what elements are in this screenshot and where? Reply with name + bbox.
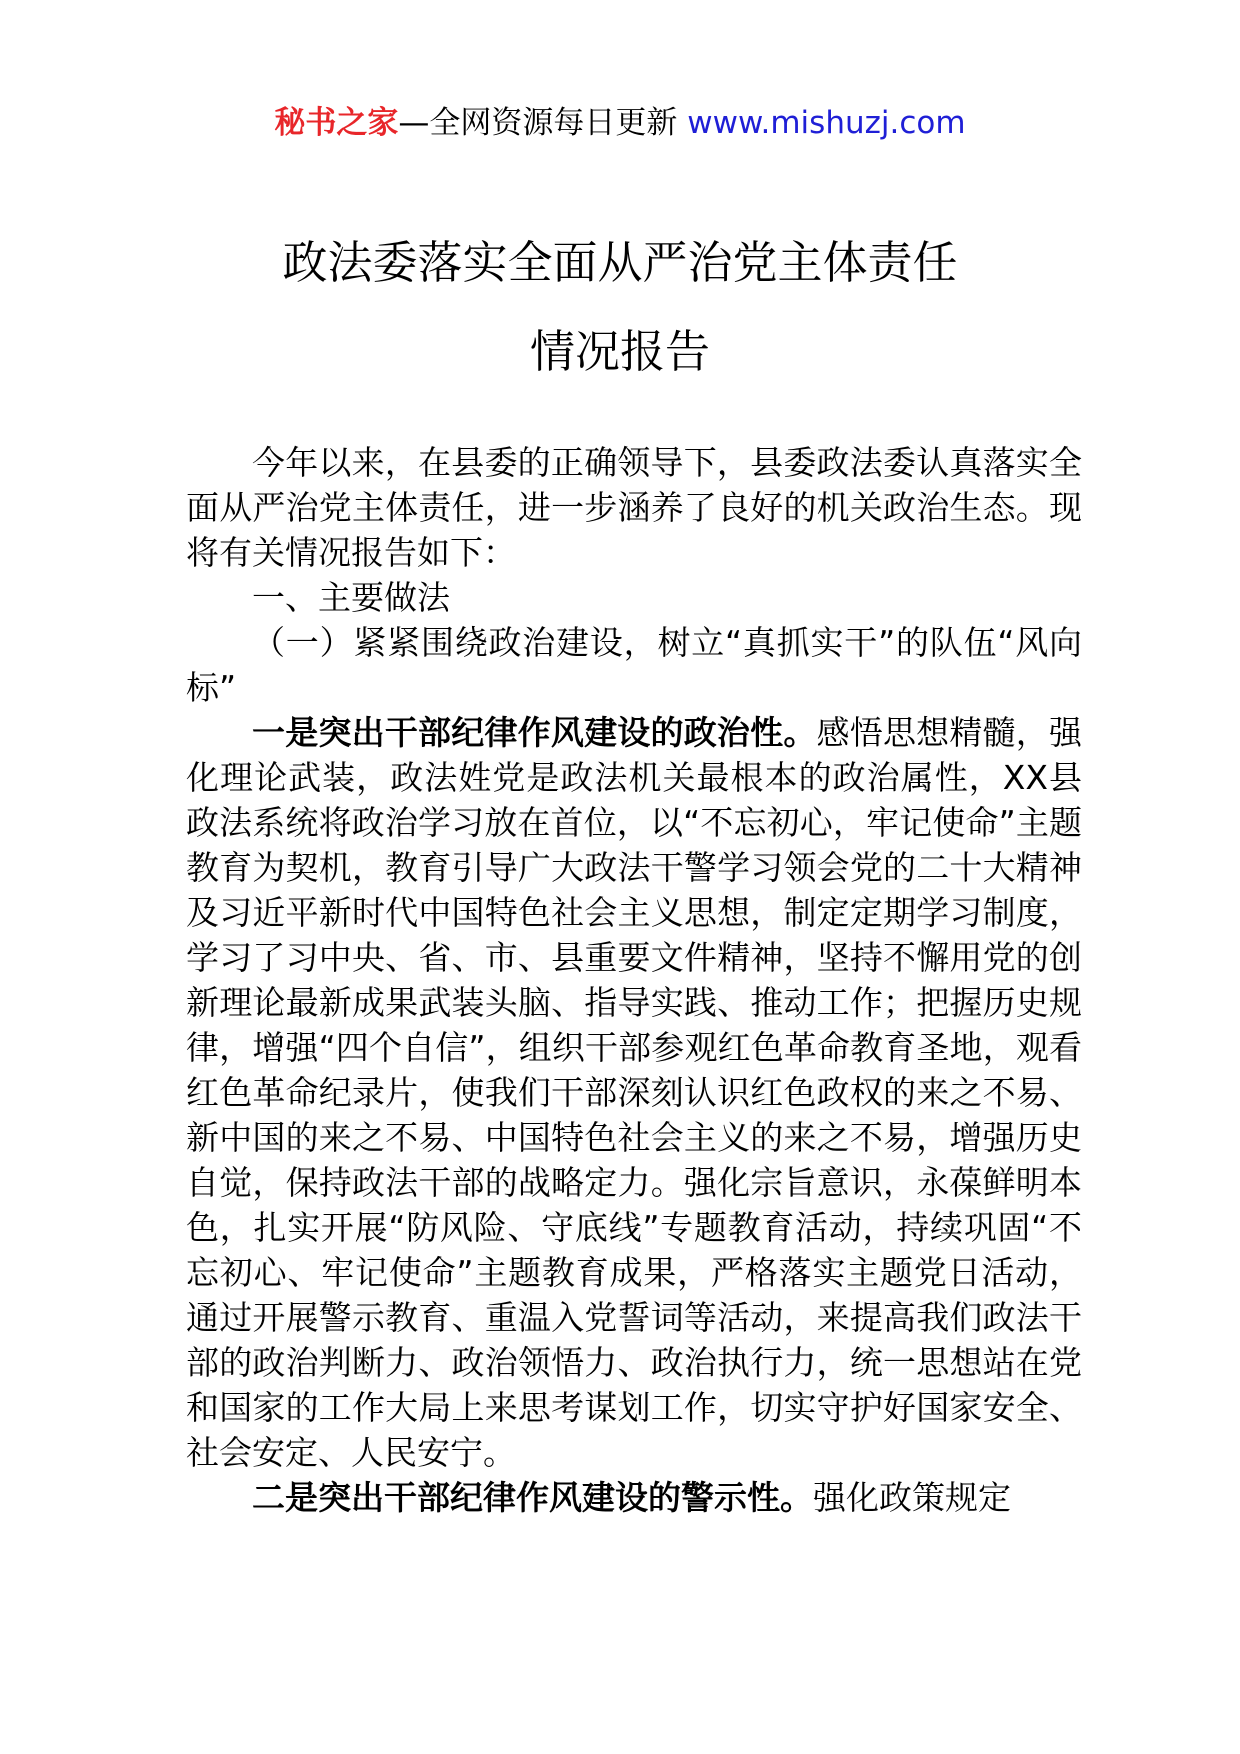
site-brand: 秘书之家 (274, 105, 399, 141)
intro-paragraph: 今年以来，在县委的正确领导下，县委政法委认真落实全面从严治党主体责任，进一步涵养了良好的机关政治生态。现将有关情况报告如下： (186, 443, 1082, 572)
subsection-heading: （一）紧紧围绕政治建设，树立“真抓实干”的队伍“风向标” (186, 623, 1082, 707)
paragraph-lead-2: 二是突出干部纪律作风建设的警示性。 (252, 1478, 813, 1517)
document-title-line-2: 情况报告 (529, 325, 710, 378)
section-heading: 一、主要做法 (252, 578, 450, 617)
document-body (186, 440, 1082, 1520)
paragraph-lead-1: 一是突出干部纪律作风建设的政治性。 (252, 713, 817, 752)
document-title-line-1: 政法委落实全面从严治党主体责任 (282, 236, 958, 289)
paragraph-text-1: 感悟思想精髓，强化理论武装，政法姓党是政法机关最根本的政治属性，XX县政法系统将政治学习放在首位，以“不忘初心，牢记使命”主题教育为契机，教育引导广大政法干警学习领会党的二十大精神及习近平新时代中国特色社会主义思想，制定定期学习制度，学习了习中央、省、市、县重要文件精神，坚持不懈用党的创新理论最新成果武装头脑、指导实践、推动工作；把握历史规律，增强“四个自信”，组织干部参观红色革命教育圣地，观看红色革命纪录片，使我们干部深刻认识红色政权的来之不易、新中国的来之不易、中国特色社会主义的来之不易，增强历史自觉，保持政法干部的战略定力。强化宗旨意识，永葆鲜明本色，扎实开展“防风险、守底线”专题教育活动，持续巩固“不忘初心、牢记使命”主题教育成果，严格落实主题党日活动，通过开展警示教育、重温入党誓词等活动，来提高我们政法干部的政治判断力、政治领悟力、政治执行力，统一思想站在党和国家的工作大局上来思考谋划工作，切实守护好国家安全、社会安定、人民安宁。 (186, 713, 1083, 1472)
body-paragraph-1 (186, 710, 1082, 1475)
site-header (0, 103, 1240, 143)
body-paragraph-2 (186, 1475, 1082, 1520)
paragraph-text-2: 强化政策规定 (813, 1478, 1011, 1517)
site-url-link[interactable]: www.mishuzj.com (687, 105, 966, 141)
site-tagline: —全网资源每日更新 (398, 105, 678, 141)
